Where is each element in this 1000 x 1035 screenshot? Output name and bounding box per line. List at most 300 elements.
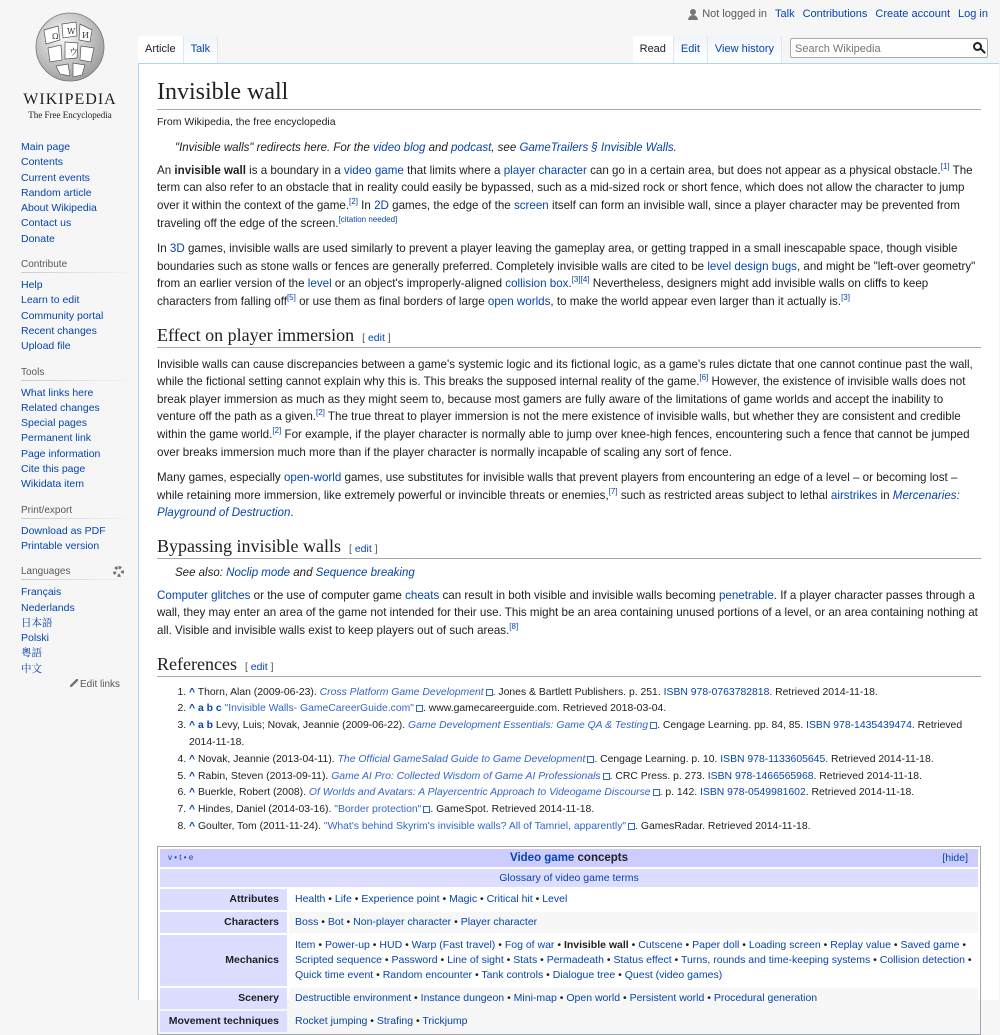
navbox-item[interactable]: Loading screen — [748, 938, 821, 951]
heading-effect-label: Effect on player immersion — [157, 324, 355, 345]
text: In — [357, 198, 375, 212]
separator: • — [964, 953, 972, 966]
reference-item — [189, 701, 981, 718]
reference-author: Rabin, Steven (2013-09-11). — [197, 770, 332, 782]
navbox-item[interactable]: HUD — [379, 938, 403, 951]
isbn-link[interactable]: 978-1466565968 — [734, 770, 814, 782]
sidebar-item-main-page[interactable]: Main page — [21, 141, 71, 153]
tab-view-history[interactable] — [708, 36, 782, 63]
text: games, the edge of the — [388, 198, 514, 212]
link-penetrable[interactable]: penetrable — [718, 588, 774, 602]
see-also-text: See also: — [175, 566, 227, 579]
external-link-icon — [486, 689, 493, 696]
hatnote-text: and — [425, 141, 452, 154]
sidebar-item-upload-file[interactable]: Upload file — [21, 340, 71, 353]
talk-link[interactable]: Talk — [775, 8, 795, 20]
navbox-item[interactable]: Warp (Fast travel) — [411, 938, 496, 951]
separator: • — [543, 968, 553, 981]
text: In — [157, 242, 170, 256]
navigation-list — [21, 140, 138, 247]
reference-item — [189, 752, 981, 769]
text: games, invisible walls are used similarly to prevent a player leaving the gameplay area, or getting trapped in a small inescapable space, though visible boundaries such as stone walls or fences are generally preferred. Completely invisible walls are cited to be — [157, 242, 958, 273]
navbox-hide[interactable] — [942, 852, 968, 864]
sidebar-item-about[interactable]: About Wikipedia — [21, 202, 97, 215]
sidebar-item-recent-changes[interactable]: Recent changes — [21, 324, 97, 337]
language-cantonese[interactable]: 粵語 — [21, 647, 42, 660]
isbn-link[interactable]: 978-0763782818 — [690, 686, 770, 698]
navbox-row — [160, 889, 978, 910]
navigation-portal — [21, 140, 138, 247]
edit-section-bypassing: [ edit ] — [349, 542, 378, 555]
edit-section-references: [ edit ] — [244, 660, 274, 673]
sidebar-item-community-portal[interactable]: Community portal — [21, 309, 104, 322]
navbox-item[interactable]: Status effect — [613, 953, 672, 966]
navbox-list — [289, 988, 978, 1009]
navbox-group-name: Mechanics — [160, 935, 287, 986]
sidebar-item-help[interactable]: Help — [21, 279, 43, 292]
reference-retrieved: . Retrieved 2014-11-18. — [825, 753, 934, 765]
isbn-label-link[interactable]: ISBN — [663, 686, 688, 698]
navbox-item[interactable]: Collision detection — [879, 953, 965, 966]
contribute-portal — [21, 259, 138, 354]
print-portal — [21, 505, 138, 555]
wordmark: WIKIPEDIA — [23, 91, 117, 108]
create-account-link[interactable]: Create account — [875, 8, 951, 20]
navbox-item[interactable]: Level — [542, 892, 568, 905]
edit-section-effect: [ edit ] — [362, 331, 391, 344]
navbox-row — [160, 1011, 978, 1032]
sidebar-item-page-information[interactable]: Page information — [21, 447, 101, 460]
paragraph-effect-2 — [157, 469, 981, 522]
navbox-item[interactable]: Quest (video games) — [624, 968, 723, 981]
language-polish[interactable]: Polski — [21, 632, 50, 645]
navbox-item[interactable]: Magic — [449, 892, 478, 905]
separator: • — [620, 991, 630, 1004]
reference-backlink[interactable]: ^ a b — [189, 720, 213, 732]
link-2d[interactable]: 2D — [374, 198, 389, 212]
text: An — [157, 163, 175, 177]
navbox-item[interactable]: Cutscene — [638, 938, 683, 951]
reference-backlink[interactable]: ^ — [189, 753, 196, 765]
navbox-item: Invisible wall — [563, 938, 629, 951]
view-tabs — [633, 36, 988, 63]
reference-backlink[interactable]: ^ — [189, 686, 196, 698]
reference-publisher: . CRC Press. p. 273. — [609, 770, 708, 782]
language-french[interactable]: Français — [21, 586, 62, 599]
search-box — [790, 38, 988, 58]
text: For example, if the player character is normally able to jump over knee-high fences, encountering such a fence that cannot be jumped over breaks immersion much more than if the player character is normally incapable of scaling any sort of fence. — [157, 427, 970, 459]
link-open-worlds[interactable]: open worlds — [487, 294, 551, 308]
navbox-title — [160, 849, 978, 867]
reference-item — [189, 718, 981, 752]
navbox-vte[interactable] — [168, 853, 193, 862]
svg-text:Ω: Ω — [52, 32, 59, 41]
sidebar-item-contact[interactable]: Contact us — [21, 217, 72, 230]
pencil-icon — [70, 679, 78, 687]
reference-retrieved: . Retrieved 2014-11-18. — [769, 686, 878, 698]
paragraph-bypassing — [157, 587, 981, 640]
link-airstrikes[interactable]: airstrikes — [830, 488, 878, 502]
tools-heading: Tools — [21, 367, 138, 381]
reference-retrieved: . Retrieved 2014-11-18. — [189, 720, 963, 749]
reference-publisher: . GameSpot. Retrieved 2014-11-18. — [430, 804, 595, 816]
reference-publisher: . Cengage Learning. pp. 84, 85. — [657, 720, 807, 732]
text: that limits where a — [403, 163, 504, 177]
sidebar-item-download-pdf[interactable]: Download as PDF — [21, 524, 106, 537]
sidebar-item-what-links-here[interactable]: What links here — [21, 386, 94, 399]
reference-item — [189, 785, 981, 802]
reference-item — [189, 802, 981, 819]
reference-backlink[interactable]: ^ a b c — [189, 703, 222, 715]
navbox-list — [289, 1011, 978, 1032]
text: . — [568, 277, 572, 291]
text: or the use of computer game — [250, 588, 406, 602]
citation-link[interactable]: [1] — [940, 161, 950, 171]
reference-retrieved: . Retrieved 2014-11-18. — [813, 770, 922, 782]
link-screen[interactable]: screen — [513, 198, 549, 212]
sidebar-item-cite-this-page[interactable]: Cite this page — [21, 463, 86, 476]
site-subtitle: From Wikipedia, the free encyclopedia — [157, 115, 336, 128]
search-icon[interactable] — [973, 42, 982, 51]
language-japanese[interactable]: 日本語 — [21, 616, 53, 629]
personal-tools — [688, 8, 988, 20]
sidebar-item-random-article[interactable]: Random article — [21, 186, 92, 199]
tab-read-label[interactable]: Read — [639, 43, 666, 55]
reference-author: Hindes, Daniel (2014-03-16). — [197, 804, 335, 816]
hatnote-text: , see — [491, 141, 520, 154]
citation-link[interactable]: [2] — [272, 426, 282, 436]
navbox-item[interactable]: Player character — [460, 915, 538, 928]
edit-links-label: Edit links — [79, 679, 120, 691]
link-video-blog[interactable]: video blog — [373, 141, 426, 154]
sidebar-item-special-pages[interactable]: Special pages — [21, 417, 87, 430]
navbox-row — [160, 912, 978, 933]
reference-backlink[interactable]: ^ — [189, 804, 196, 816]
sidebar-item-permanent-link[interactable]: Permanent link — [21, 432, 92, 445]
not-logged-in — [688, 8, 767, 20]
navbox-item[interactable]: Persistent world — [629, 991, 705, 1004]
edit-links-button[interactable] — [0, 679, 138, 690]
link-collision-box[interactable]: collision box — [505, 277, 569, 291]
external-link-icon — [628, 823, 635, 830]
link-podcast[interactable]: podcast — [451, 141, 492, 154]
tab-talk[interactable] — [184, 36, 219, 63]
separator: • — [315, 938, 325, 951]
separator: • — [477, 892, 487, 905]
languages-heading-label: Languages — [21, 566, 71, 578]
link-sequence-breaking[interactable]: Sequence breaking — [315, 566, 415, 579]
separator: • — [532, 892, 543, 905]
reference-retrieved: . Retrieved 2014-11-18. — [805, 787, 915, 799]
navbox-subtitle — [160, 869, 978, 887]
link-gametrailers[interactable]: GameTrailers § Invisible Walls — [519, 141, 674, 154]
separator: • — [451, 915, 461, 928]
isbn-link[interactable]: 978-1435439474 — [833, 720, 912, 732]
isbn-label-link[interactable]: ISBN — [707, 770, 733, 782]
wikipedia-logo[interactable] — [10, 10, 130, 125]
tab-edit-label[interactable]: Edit — [680, 43, 700, 55]
reference-author: Buerkle, Robert (2008). — [197, 787, 309, 799]
svg-text:ウ: ウ — [69, 48, 79, 58]
navbox-item[interactable]: Trickjump — [422, 1014, 468, 1027]
navbox-group-name: Movement techniques — [160, 1011, 287, 1032]
text: games, use substitutes for invisible walls that prevent players from encountering an edge of a level – or becoming lost – while retaining more immersion, like extremely powerful or invincible threats or enemies, — [157, 471, 958, 502]
tab-read[interactable] — [633, 36, 674, 63]
text: . — [290, 506, 294, 520]
navbox-item[interactable]: Password — [391, 953, 438, 966]
link-3d[interactable]: 3D — [169, 242, 185, 256]
hatnote-text: . — [673, 141, 677, 154]
citation-link[interactable]: [6] — [699, 373, 709, 383]
navbox-item[interactable]: Fog of war — [504, 938, 555, 951]
link-level[interactable]: level — [307, 277, 332, 291]
navbox-item[interactable]: Bot — [327, 915, 344, 928]
reference-backlink[interactable]: ^ — [189, 787, 196, 799]
navbox-list — [289, 889, 978, 910]
navbox-subtitle-link[interactable]: Glossary of video game terms — [499, 871, 639, 884]
tagline: The Free Encyclopedia — [28, 110, 112, 120]
edit-section-link[interactable]: edit — [250, 660, 268, 673]
user-icon — [688, 9, 698, 20]
navbox-item[interactable]: Destructible environment — [295, 991, 412, 1004]
hatnote — [175, 142, 981, 154]
navbox-item[interactable]: Open world — [566, 991, 621, 1004]
link-open-world[interactable]: open-world — [283, 471, 342, 485]
citation-link[interactable]: [4] — [580, 275, 590, 285]
navbox-item[interactable]: Item — [295, 938, 316, 951]
citation-link[interactable]: [3] — [841, 293, 850, 303]
sidebar-item-current-events[interactable]: Current events — [21, 171, 90, 184]
text: , and might be "left-over geometry" from an earlier version of the — [157, 259, 976, 291]
sidebar — [0, 140, 138, 690]
svg-text:W: W — [67, 27, 76, 36]
navbox-group-name: Attributes — [160, 889, 287, 910]
separator: • — [504, 991, 514, 1004]
navbox-vte-links[interactable]: v • t • e — [168, 852, 194, 862]
link-cheats[interactable]: cheats — [405, 588, 440, 602]
separator: • — [704, 991, 714, 1004]
navbox-item[interactable]: Scripted sequence — [295, 953, 382, 966]
external-link-icon — [650, 722, 657, 729]
navbox-list — [289, 935, 978, 986]
reference-backlink[interactable]: ^ — [189, 770, 196, 782]
reference-title-link[interactable]: Of Worlds and Avatars: A Playercentric Approach to Videogame Discourse — [308, 787, 651, 799]
language-dutch[interactable]: Nederlands — [21, 601, 75, 614]
navbox-item[interactable]: Mini-map — [513, 991, 557, 1004]
navbox-row — [160, 988, 978, 1009]
separator: • — [318, 915, 328, 928]
tab-edit[interactable] — [674, 36, 708, 63]
heading-references-label: References — [157, 653, 237, 674]
not-logged-in-label: Not logged in — [702, 8, 768, 20]
navbox-hide-link[interactable]: [hide] — [942, 851, 968, 864]
sidebar-item-wikidata-item[interactable]: Wikidata item — [21, 478, 85, 491]
separator: • — [325, 892, 335, 905]
tools-portal — [21, 367, 138, 493]
see-also — [175, 567, 981, 579]
reference-title-link[interactable]: Game AI Pro: Collected Wisdom of Game AI Professionals — [331, 770, 601, 782]
separator: • — [820, 938, 831, 951]
separator: • — [503, 953, 514, 966]
navbox-groups — [160, 889, 978, 1032]
sidebar-item-printable-version[interactable]: Printable version — [21, 539, 100, 552]
navbox-item[interactable]: Strafing — [376, 1014, 414, 1027]
text: The term can also refer to an obstacle that in reality could easily be bypassed, such as a mid-sized rock or short fence, which does not allow the character to jump over it within the context of the game. — [157, 163, 973, 212]
navbox-item[interactable]: Dialogue tree — [552, 968, 616, 981]
navbox-item[interactable]: Procedural generation — [713, 991, 818, 1004]
separator: • — [556, 991, 567, 1004]
edit-section-link[interactable]: edit — [354, 542, 372, 555]
link-mercenaries[interactable]: Mercenaries: Playground of Destruction — [157, 488, 960, 520]
text: is a boundary in a — [245, 163, 344, 177]
navbox-item[interactable]: Random encounter — [382, 968, 473, 981]
reference-author: Thorn, Alan (2009-06-23). — [197, 686, 320, 698]
navbox-title-link[interactable]: Video game — [509, 851, 575, 864]
separator: • — [628, 938, 639, 951]
navbox-item[interactable]: Stats — [513, 953, 538, 966]
citation-link[interactable]: [2] — [349, 197, 358, 207]
isbn-label-link[interactable]: ISBN — [720, 753, 745, 765]
navbox-item[interactable]: Turns, rounds and time-keeping systems — [680, 953, 871, 966]
language-chinese[interactable]: 中文 — [21, 662, 42, 675]
search-input[interactable] — [791, 40, 969, 58]
text: However, the existence of invisible walls does not break player immersion as much as they might seem to, because most gamers are fully aware of the limitations of game worlds and accept the inability to venture off the path as a given. — [157, 375, 966, 424]
separator: • — [671, 953, 681, 966]
separator: • — [682, 938, 693, 951]
sidebar-item-learn-to-edit[interactable]: Learn to edit — [21, 294, 80, 307]
separator: • — [890, 938, 901, 951]
heading-references — [157, 654, 981, 677]
navbox-item[interactable]: Line of sight — [447, 953, 504, 966]
isbn-label-link[interactable]: ISBN — [700, 787, 725, 799]
isbn-link[interactable]: 978-1133605645 — [747, 753, 826, 765]
citation-link[interactable]: [7] — [608, 486, 618, 496]
citation-needed-link[interactable]: [citation needed] — [338, 214, 398, 224]
gear-icon[interactable] — [113, 566, 124, 577]
separator: • — [367, 1014, 377, 1027]
external-link-icon — [587, 756, 594, 763]
link-player-character[interactable]: player character — [503, 163, 587, 177]
separator: • — [351, 892, 362, 905]
separator: • — [402, 938, 412, 951]
reference-publisher: . p. 142. — [659, 787, 700, 799]
navbox-item[interactable]: Permadeath — [546, 953, 604, 966]
isbn-link[interactable]: 978-0549981602 — [727, 787, 806, 799]
print-heading: Print/export — [21, 505, 138, 519]
external-link-icon — [603, 773, 610, 780]
reference-item — [189, 769, 981, 786]
separator: • — [739, 938, 749, 951]
navbox-item[interactable]: Experience point — [361, 892, 440, 905]
heading-bypassing-label: Bypassing invisible walls — [157, 535, 341, 556]
reference-title-link[interactable]: Cross Platform Game Development — [319, 686, 484, 698]
tab-history-label[interactable]: View history — [714, 43, 774, 55]
tab-article-label[interactable]: Article — [145, 43, 176, 55]
edit-section-link[interactable]: edit — [367, 331, 385, 344]
globe-icon — [30, 10, 110, 84]
sidebar-item-related-changes[interactable]: Related changes — [21, 401, 100, 414]
text: , to make the world appear even larger than it actually is. — [550, 294, 842, 308]
separator: • — [959, 938, 967, 951]
navbox-item[interactable]: Rocket jumping — [295, 1014, 368, 1027]
link-level-design-bugs[interactable]: level design bugs — [707, 259, 797, 273]
link-video-game[interactable]: video game — [343, 163, 404, 177]
reference-title-link[interactable]: "What's behind Skyrim's invisible walls? All of Tamriel, apparently" — [323, 821, 627, 833]
reference-item — [189, 819, 981, 836]
citation-link[interactable]: [3] — [571, 275, 581, 285]
navbox-item[interactable]: Tank controls — [481, 968, 544, 981]
reference-backlink[interactable]: ^ — [189, 821, 196, 833]
see-also-text: and — [290, 566, 316, 579]
svg-text:И: И — [82, 31, 89, 40]
languages-heading — [21, 566, 138, 580]
log-in-link[interactable]: Log in — [958, 8, 988, 20]
separator: • — [343, 915, 354, 928]
navbox — [157, 846, 981, 1035]
external-link-icon — [423, 806, 430, 813]
reference-item — [189, 685, 981, 702]
external-link-icon — [653, 789, 660, 796]
tab-talk-label[interactable]: Talk — [190, 43, 211, 55]
navbox-item[interactable]: Critical hit — [486, 892, 533, 905]
reference-author: Goulter, Tom (2011-11-24). — [197, 821, 324, 833]
separator: • — [411, 991, 421, 1004]
navbox-item[interactable]: Instance dungeon — [420, 991, 505, 1004]
heading-bypassing — [157, 536, 981, 559]
contributions-link[interactable]: Contributions — [802, 8, 868, 20]
separator: • — [554, 938, 564, 951]
navbox-list — [289, 912, 978, 933]
reference-title-link[interactable]: "Border protection" — [334, 804, 422, 816]
navbox-item[interactable]: Quick time event — [295, 968, 374, 981]
reference-title-link[interactable]: Game Development Essentials: Game QA & Testing — [408, 720, 649, 732]
link-computer-glitches[interactable]: Computer glitches — [157, 588, 251, 602]
citation-link[interactable]: [2] — [316, 408, 325, 418]
separator: • — [381, 953, 392, 966]
reference-author: Novak, Jeannie (2013-04-11). — [197, 753, 338, 765]
reference-title-link[interactable]: "Invisible Walls- GameCareerGuide.com" — [224, 703, 414, 715]
navbox-item[interactable]: Non-player character — [353, 915, 452, 928]
navbox-item[interactable]: Saved game — [900, 938, 960, 951]
navbox-item[interactable]: Replay value — [830, 938, 891, 951]
citation-link[interactable]: [8] — [509, 622, 519, 632]
separator: • — [413, 1014, 423, 1027]
isbn-label-link[interactable]: ISBN — [806, 720, 831, 732]
link-noclip-mode[interactable]: Noclip mode — [226, 566, 291, 579]
citation-link[interactable]: [5] — [286, 293, 296, 303]
text: can go in a certain area, but does not appear as a physical obstacle. — [586, 163, 941, 177]
navbox-item[interactable]: Paper doll — [692, 938, 740, 951]
reference-publisher: . Cengage Learning. p. 10. — [594, 753, 721, 765]
text: or use them as final borders of large — [295, 294, 488, 308]
text: Nevertheless, designers might add invisible walls on cliffs to keep characters from falling off — [157, 277, 929, 308]
text: itself can form an invisible wall, since a player character may be prevented from traveling off the edge of the screen. — [157, 198, 960, 230]
navbox-item[interactable]: Health — [295, 892, 326, 905]
bold-term: invisible wall — [174, 163, 246, 177]
navbox-item[interactable]: Life — [334, 892, 352, 905]
sidebar-item-contents[interactable]: Contents — [21, 156, 64, 169]
navbox-item[interactable]: Boss — [295, 915, 319, 928]
separator: • — [437, 953, 448, 966]
hatnote-text: "Invisible walls" redirects here. For the — [175, 141, 373, 154]
navbox-item[interactable]: Power-up — [324, 938, 370, 951]
tab-article[interactable] — [138, 36, 184, 63]
reference-title-link[interactable]: The Official GameSalad Guide to Game Development — [337, 753, 586, 765]
separator: • — [870, 953, 880, 966]
reference-publisher: . www.gamecareerguide.com. Retrieved 2018-03-04. — [423, 703, 667, 715]
separator: • — [472, 968, 482, 981]
sidebar-item-donate[interactable]: Donate — [21, 232, 55, 245]
